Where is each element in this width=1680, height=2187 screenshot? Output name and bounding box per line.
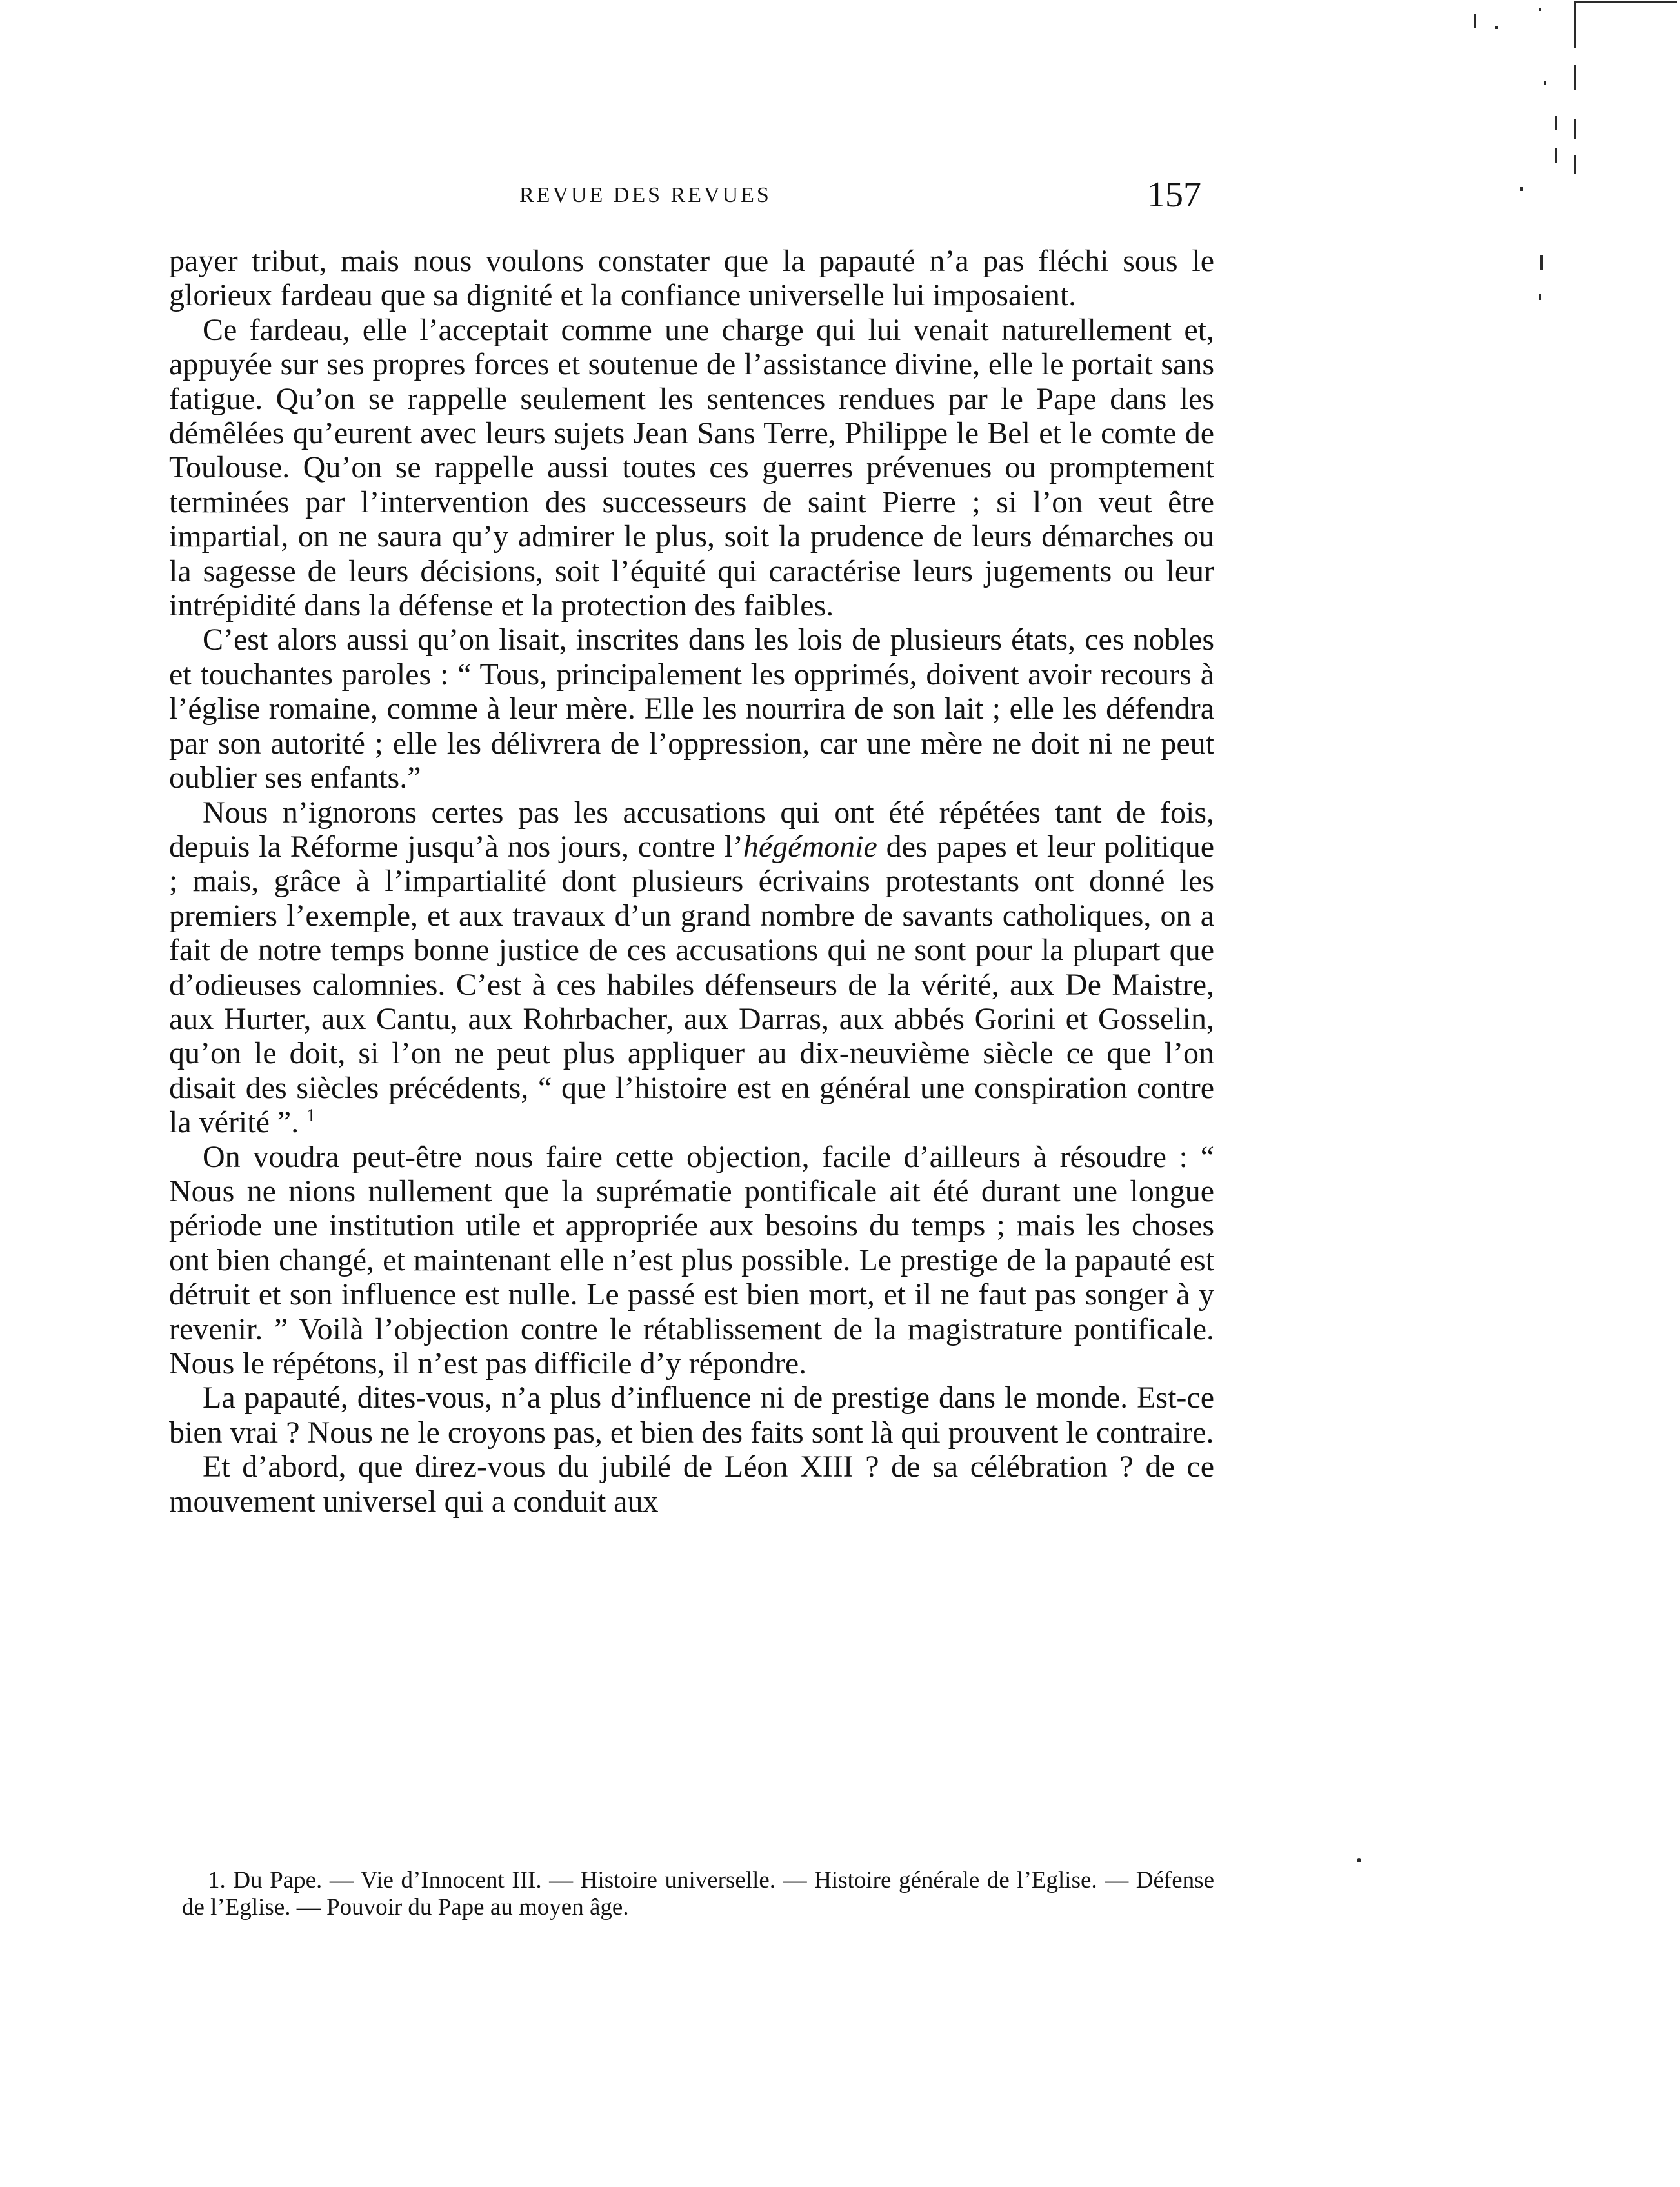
- scan-mark: [1574, 155, 1576, 174]
- paragraph-5: On voudra peut-être nous faire cette objection, facile d’ailleurs à résoudre : “ Nous ne nions nullement que la suprématie pontificale ait été durant une longue période une institution utile et appropriée aux besoins du temps ; mais les choses ont bien changé, et maintenant elle n’est plus possible. Le prestige de la papauté est détruit et son influence est nulle. Le passé est bien mort, et il ne faut pas songer à y revenir. ” Voilà l’objection contre le rétablissement de la magistrature pontificale. Nous le répétons, il n’est pas difficile d’y répondre.: [169, 1139, 1214, 1381]
- paragraph-6: La papauté, dites-vous, n’a plus d’influence ni de prestige dans le monde. Est-ce bien vrai ? Nous ne le croyons pas, et bien des faits sont là qui prouvent le contraire.: [169, 1381, 1214, 1450]
- scan-mark: [1555, 148, 1557, 163]
- paragraph-4-text-b: des papes et leur politique ; mais, grâce à l’impartialité dont plusieurs écrivains protestants ont donné les premiers l’exemple, et aux travaux d’un grand nombre de savants catholiques, on a fait de notre temps bonne justice de ces accusations qui ne sont pour la plupart que d’odieuses calomnies. C’est à ces habiles défenseurs de la vérité, aux De Maistre, aux Hurter, aux Cantu, aux Rohrbacher, aux Darras, aux abbés Gorini et Gosselin, qu’on le doit, si l’on ne peut plus appliquer au dix-neuvième siècle ce que l’on disait des siècles précédents, “ que l’histoire est en général une conspiration contre la vérité ”.: [169, 829, 1215, 1140]
- scan-mark: [1357, 1858, 1361, 1862]
- page-number: 157: [1147, 175, 1201, 215]
- paragraph-3: C’est alors aussi qu’on lisait, inscrites dans les lois de plusieurs états, ces nobles et touchantes paroles : “ Tous, principalement les opprimés, doivent avoir recours à l’église romaine, comme à leur mère. Elle les nourrira de son lait ; elle les défendra par son autorité ; elle les délivrera de l’oppression, car une mère ne doit ni ne peut oublier ses enfants.”: [169, 623, 1214, 795]
- running-head: [181, 174, 1213, 226]
- scan-mark: [1539, 8, 1541, 11]
- scan-mark: [1555, 116, 1557, 130]
- scan-mark: [1574, 3, 1576, 48]
- body-text: [169, 244, 1214, 1519]
- scan-mark: [1544, 81, 1546, 85]
- paragraph-4: [169, 795, 1214, 1140]
- paragraph-2: Ce fardeau, elle l’acceptait comme une charge qui lui venait naturellement et, appuyée sur ses propres forces et soutenue de l’assistance divine, elle le portait sans fatigue. Qu’on se rappelle seulement les sentences rendues par le Pape dans les démêlées qu’eurent avec leurs sujets Jean Sans Terre, Philippe le Bel et le comte de Toulouse. Qu’on se rappelle aussi toutes ces guerres prévenues ou promptement terminées par l’intervention des successeurs de saint Pierre ; si l’on veut être impartial, on ne saura qu’y admirer le plus, soit la prudence de leurs démarches ou la sagesse de leurs décisions, soit l’équité qui caractérise leurs jugements ou leur intrépidité dans la défense et la protection des faibles.: [169, 312, 1214, 623]
- paragraph-1: payer tribut, mais nous voulons constater que la papauté n’a pas fléchi sous le glorieux fardeau que sa dignité et la confiance universelle lui imposaient.: [169, 244, 1214, 313]
- paragraph-7: Et d’abord, que direz-vous du jubilé de Léon XIII ? de sa célébration ? de ce mouvement universel qui a conduit aux: [169, 1450, 1214, 1519]
- paragraph-4-text-a: Nous n’ignorons certes pas les accusations qui ont été répétées tant de fois, depuis la Réforme jusqu’à nos jours, contre l’: [169, 795, 1214, 864]
- scan-mark: [1539, 294, 1541, 300]
- scan-mark: [1474, 14, 1476, 28]
- footnote-reference: 1: [306, 1106, 316, 1126]
- scan-mark: [1574, 65, 1576, 90]
- running-title: REVUE DES REVUES: [519, 183, 772, 207]
- footnote: 1. Du Pape. — Vie d’Innocent III. — Histoire universelle. — Histoire générale de l’Eglise. — Défense de l’Eglise. — Pouvoir du Pape au moyen âge.: [182, 1867, 1214, 1921]
- scan-mark: [1540, 255, 1543, 270]
- scan-mark: [1520, 187, 1523, 191]
- scan-mark: [1574, 119, 1576, 139]
- italic-term: hégémonie: [743, 829, 877, 864]
- scan-mark: [1495, 26, 1498, 29]
- scan-mark: [1574, 1, 1677, 3]
